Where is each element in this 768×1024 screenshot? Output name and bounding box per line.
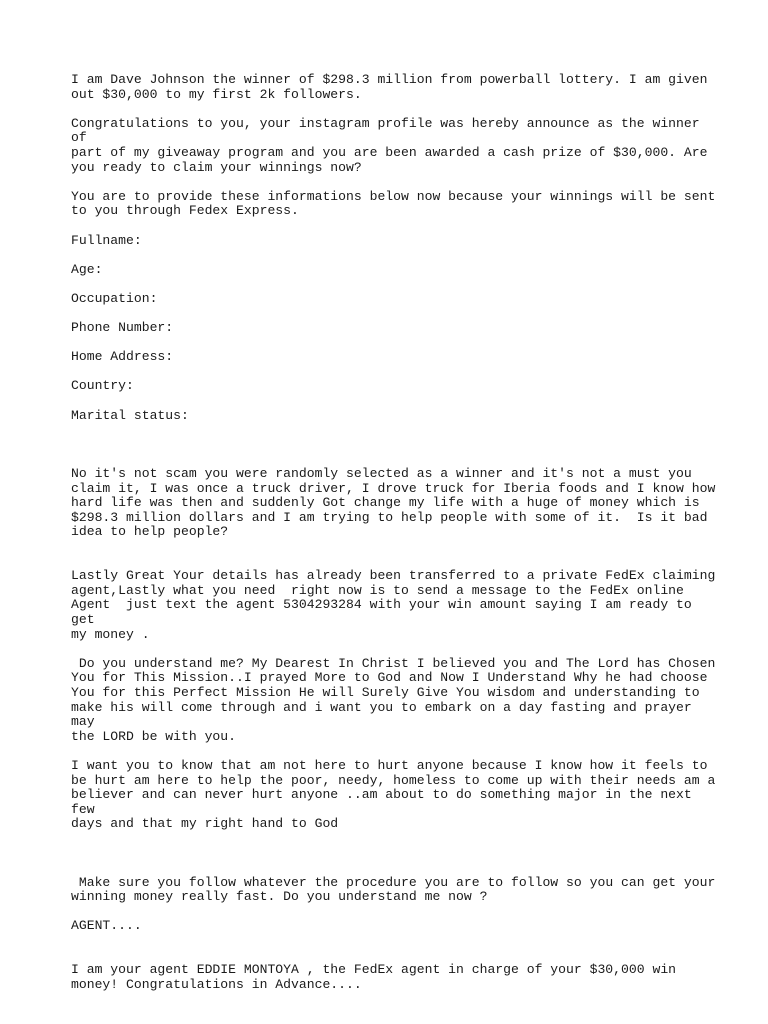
form-field-occupation: Occupation: xyxy=(71,290,158,306)
intro-paragraph: I am Dave Johnson the winner of $298.3 million from powerball lottery. I am given out $30,000 to my first 2k followers. xyxy=(71,72,708,102)
agent-signoff-paragraph: I am your agent EDDIE MONTOYA , the FedEx agent in charge of your $30,000 win money! Congratulations in Advance.... xyxy=(71,962,677,992)
document-body xyxy=(71,73,721,1007)
form-field-home-address: Home Address: xyxy=(71,349,174,365)
form-field-fullname: Fullname: xyxy=(71,232,142,248)
form-field-marital-status: Marital status: xyxy=(71,407,189,423)
not-scam-paragraph: No it's not scam you were randomly selected as a winner and it's not a must you claim it, I was once a truck driver, I drove truck for Iberia foods and I know how hard life was then and suddenly Got change my life with a huge of money which is $298.3 million dollars and I am trying to help people with some of it. Is it bad idea to help people? xyxy=(71,466,716,540)
agent-label: AGENT.... xyxy=(71,918,142,934)
form-field-country: Country: xyxy=(71,378,134,394)
instructions-paragraph: You are to provide these informations below now because your winnings will be sent to you through Fedex Express. xyxy=(71,188,716,219)
form-field-phone-number: Phone Number: xyxy=(71,320,174,336)
not-here-to-hurt-paragraph: I want you to know that am not here to hurt anyone because I know how it feels to be hurt am here to help the poor, needy, homeless to come up with their needs am a believer and can never hurt anyone ..am about to do something major in the next few days and that my right hand to God xyxy=(71,757,716,832)
form-field-age: Age: xyxy=(71,261,103,277)
fedex-agent-paragraph: Lastly Great Your details has already been transferred to a private FedEx claiming agent,Lastly what you need right now is to send a message to the FedEx online Agent just text the agent 5304293284 with your win amount saying I am ready to get my money . xyxy=(71,568,716,642)
mission-paragraph: Do you understand me? My Dearest In Christ I believed you and The Lord has Chosen You for This Mission..I prayed More to God and Now I Understand Why he had choose You for this Perfect Mission He will Surely Give You wisdom and understanding to make his will come through and i want you to embark on a day fasting and prayer may the LORD be with you. xyxy=(71,655,716,744)
congratulations-paragraph: Congratulations to you, your instagram profile was hereby announce as the winner of part of my giveaway program and you are been awarded a cash prize of $30,000. Are you ready to claim your winnings now? xyxy=(71,115,708,175)
procedure-paragraph: Make sure you follow whatever the procedure you are to follow so you can get your winning money really fast. Do you understand me now ? xyxy=(71,874,716,905)
